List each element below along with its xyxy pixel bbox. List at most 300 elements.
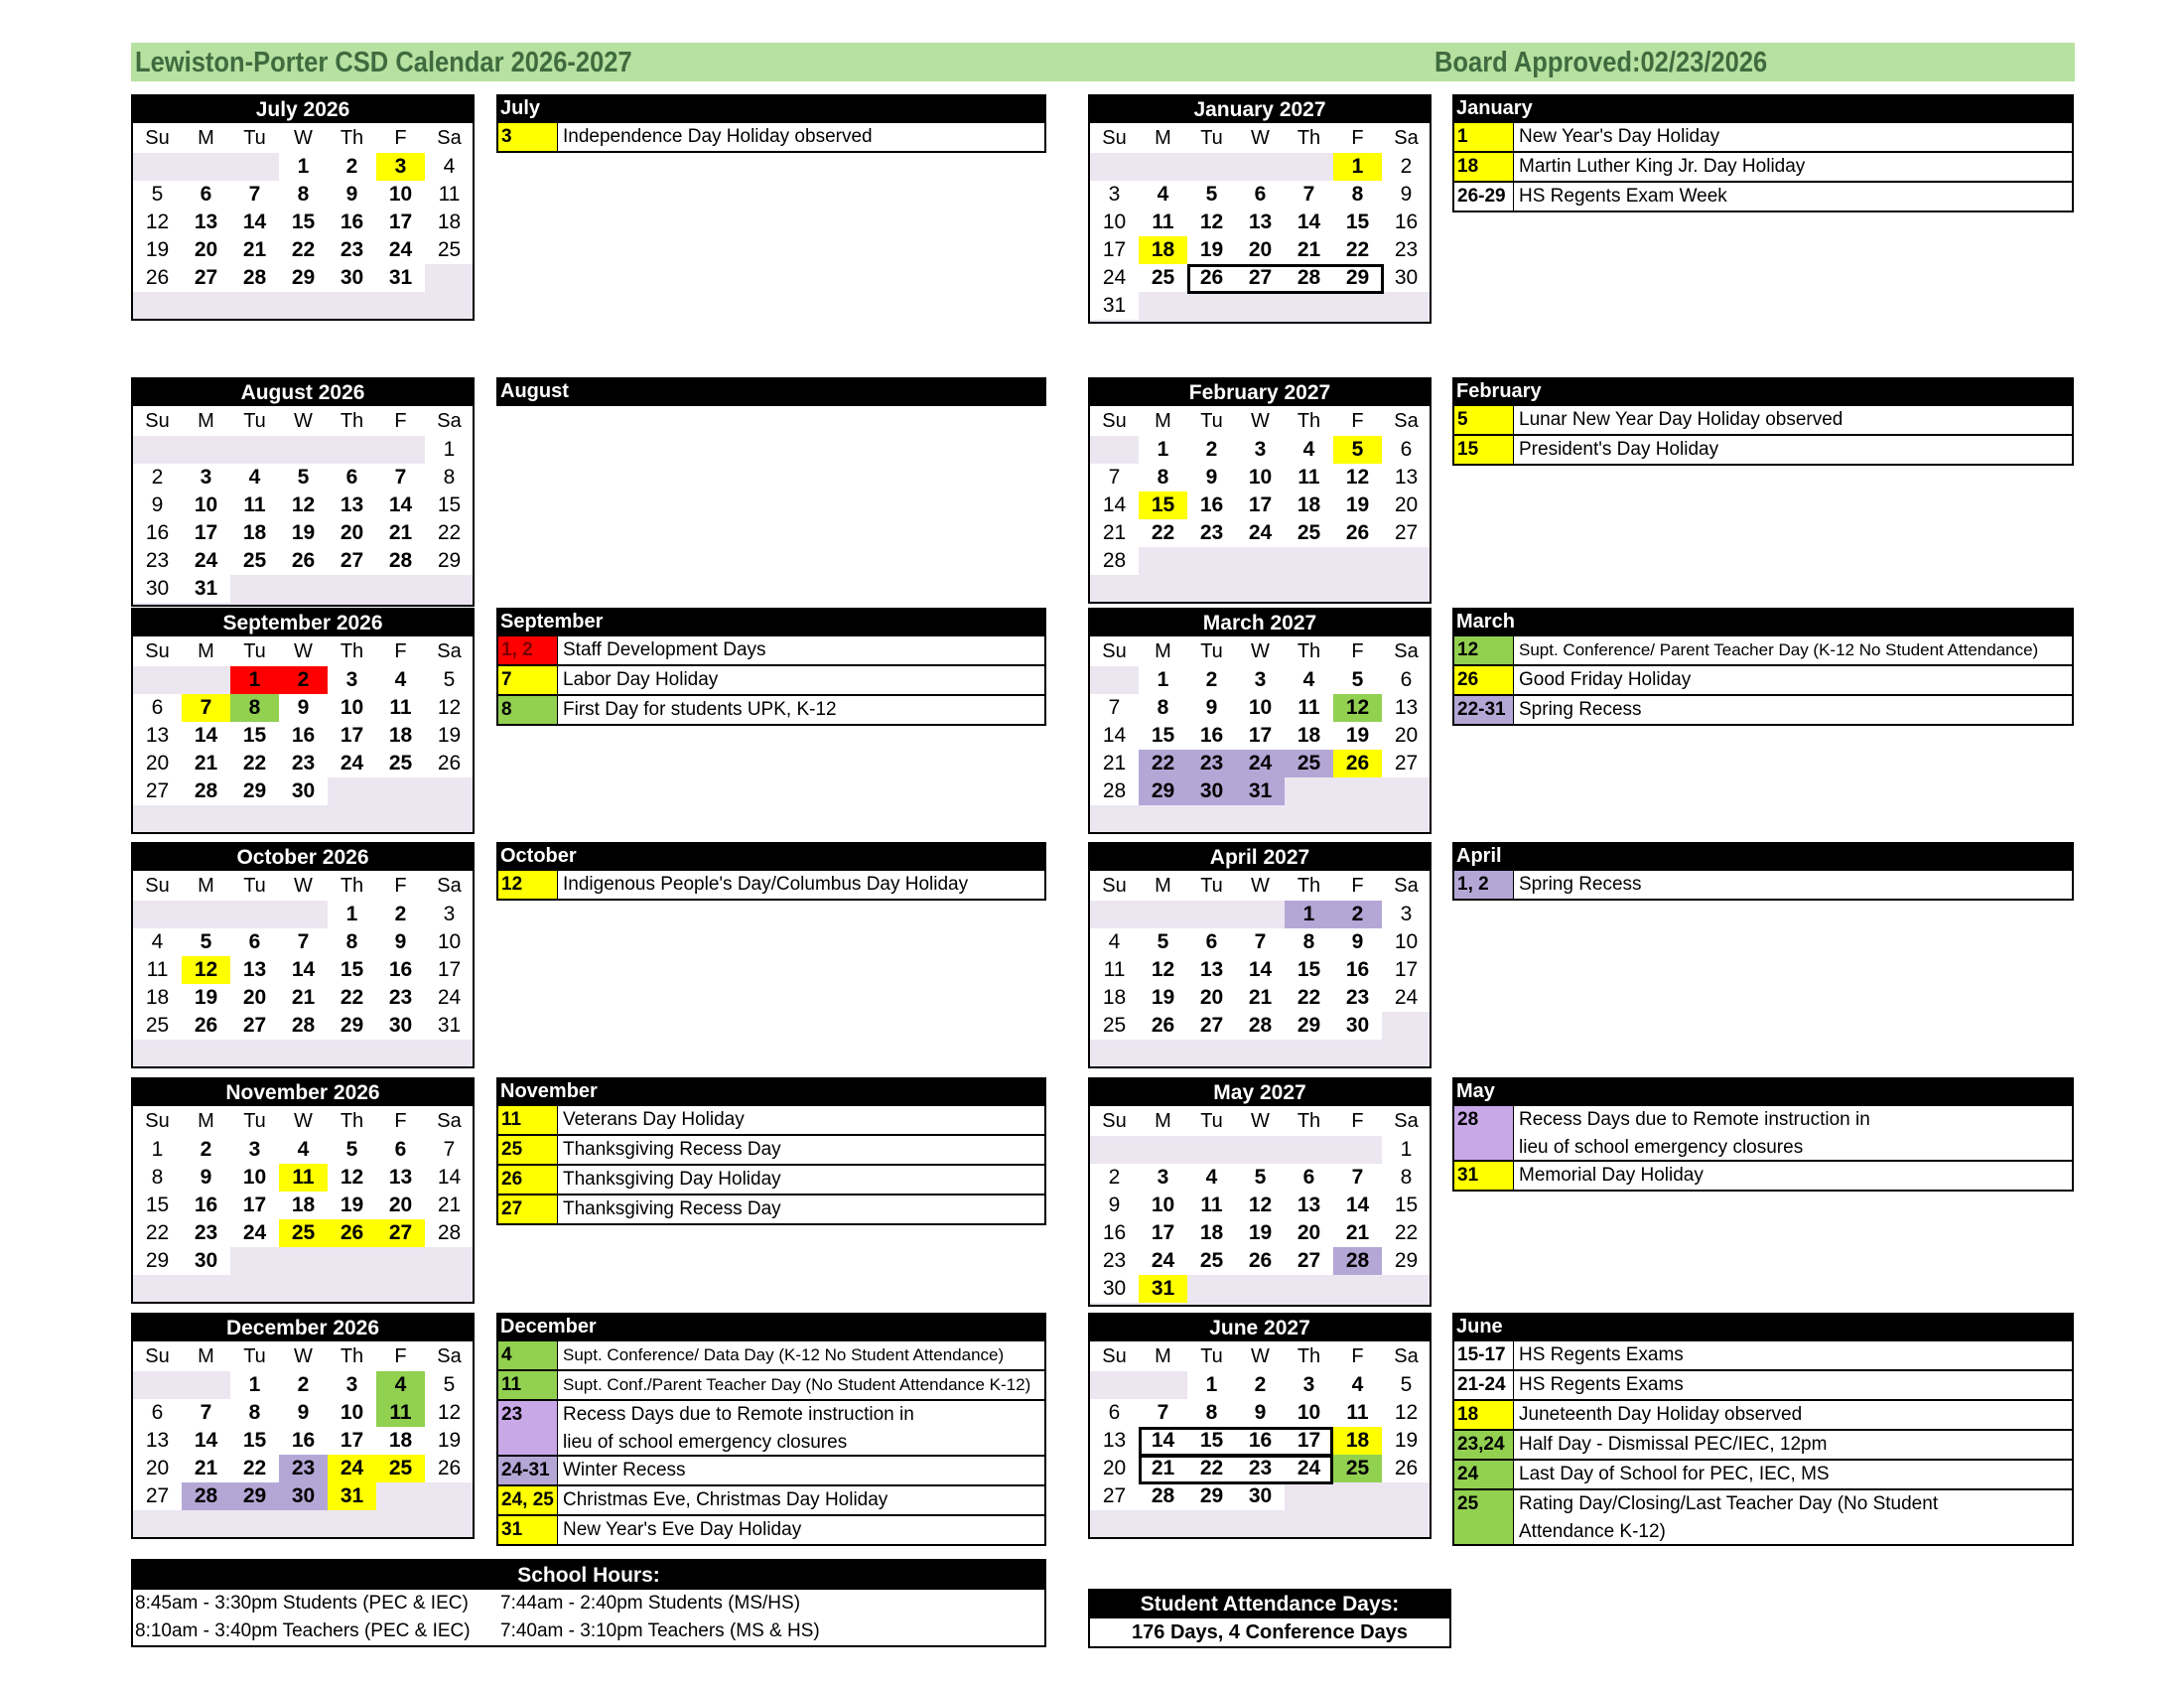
calendar-day[interactable] [279, 436, 328, 464]
calendar-day[interactable] [425, 1482, 474, 1510]
calendar-day[interactable] [376, 1482, 425, 1510]
calendar-day[interactable] [1333, 547, 1382, 575]
calendar-day[interactable]: 3 [425, 901, 474, 928]
calendar-day[interactable]: 9 [328, 181, 376, 209]
calendar-day[interactable]: 14 [182, 722, 230, 750]
calendar-day[interactable]: 10 [425, 928, 474, 956]
calendar-day[interactable] [328, 1247, 376, 1275]
calendar-day[interactable] [182, 1371, 230, 1399]
calendar-day[interactable]: 5 [1333, 666, 1382, 694]
calendar-day[interactable]: 7 [1285, 181, 1333, 209]
calendar-day[interactable]: 23 [1333, 984, 1382, 1012]
calendar-day[interactable]: 20 [1382, 722, 1431, 750]
calendar-day[interactable]: 26 [1187, 264, 1236, 292]
calendar-day[interactable]: 3 [328, 1371, 376, 1399]
calendar-day[interactable]: 25 [1139, 264, 1187, 292]
calendar-day[interactable]: 8 [230, 694, 279, 722]
calendar-day[interactable]: 29 [230, 777, 279, 805]
calendar-day[interactable]: 1 [1139, 666, 1187, 694]
calendar-day[interactable]: 19 [1236, 1219, 1285, 1247]
calendar-day[interactable]: 20 [1187, 984, 1236, 1012]
calendar-day[interactable]: 1 [1333, 153, 1382, 181]
calendar-day[interactable]: 19 [1382, 1427, 1431, 1455]
calendar-day[interactable] [1139, 547, 1187, 575]
calendar-day[interactable]: 13 [1382, 464, 1431, 492]
calendar-day[interactable]: 13 [376, 1164, 425, 1192]
calendar-day[interactable]: 8 [279, 181, 328, 209]
calendar-day[interactable]: 20 [328, 519, 376, 547]
calendar-day[interactable]: 5 [133, 181, 182, 209]
calendar-day[interactable]: 20 [376, 1192, 425, 1219]
calendar-day[interactable]: 27 [1285, 1247, 1333, 1275]
calendar-day[interactable] [1285, 1136, 1333, 1164]
calendar-day[interactable]: 3 [1285, 1371, 1333, 1399]
calendar-day[interactable]: 25 [133, 1012, 182, 1040]
calendar-day[interactable]: 26 [425, 750, 474, 777]
calendar-day[interactable]: 6 [133, 1399, 182, 1427]
calendar-day[interactable]: 22 [133, 1219, 182, 1247]
calendar-day[interactable]: 31 [1139, 1275, 1187, 1303]
calendar-day[interactable]: 10 [1382, 928, 1431, 956]
calendar-day[interactable]: 12 [425, 694, 474, 722]
calendar-day[interactable] [376, 777, 425, 805]
calendar-day[interactable]: 10 [230, 1164, 279, 1192]
calendar-day[interactable]: 13 [1090, 1427, 1139, 1455]
calendar-day[interactable] [425, 777, 474, 805]
calendar-day[interactable] [1333, 1136, 1382, 1164]
calendar-day[interactable]: 6 [1285, 1164, 1333, 1192]
calendar-day[interactable] [1139, 153, 1187, 181]
calendar-day[interactable]: 24 [1236, 750, 1285, 777]
calendar-day[interactable]: 26 [425, 1455, 474, 1482]
calendar-day[interactable] [376, 575, 425, 603]
calendar-day[interactable] [1236, 547, 1285, 575]
calendar-day[interactable]: 23 [1090, 1247, 1139, 1275]
calendar-day[interactable]: 7 [1139, 1399, 1187, 1427]
calendar-day[interactable]: 11 [1285, 464, 1333, 492]
calendar-day[interactable]: 16 [1187, 722, 1236, 750]
calendar-day[interactable] [1285, 777, 1333, 805]
calendar-day[interactable]: 6 [1382, 666, 1431, 694]
calendar-day[interactable]: 11 [133, 956, 182, 984]
calendar-day[interactable]: 18 [133, 984, 182, 1012]
calendar-day[interactable]: 26 [328, 1219, 376, 1247]
calendar-day[interactable]: 23 [133, 547, 182, 575]
calendar-day[interactable]: 18 [279, 1192, 328, 1219]
calendar-day[interactable]: 17 [1139, 1219, 1187, 1247]
calendar-day[interactable]: 29 [1285, 1012, 1333, 1040]
calendar-day[interactable] [1187, 1275, 1236, 1303]
calendar-day[interactable]: 4 [1090, 928, 1139, 956]
calendar-day[interactable]: 26 [1382, 1455, 1431, 1482]
calendar-day[interactable]: 31 [425, 1012, 474, 1040]
calendar-day[interactable]: 12 [1236, 1192, 1285, 1219]
calendar-day[interactable]: 23 [1236, 1455, 1285, 1482]
calendar-day[interactable]: 4 [425, 153, 474, 181]
calendar-day[interactable]: 26 [1333, 750, 1382, 777]
calendar-day[interactable]: 25 [230, 547, 279, 575]
calendar-day[interactable]: 5 [1139, 928, 1187, 956]
calendar-day[interactable] [1236, 1136, 1285, 1164]
calendar-day[interactable] [1090, 1371, 1139, 1399]
calendar-day[interactable]: 25 [1090, 1012, 1139, 1040]
calendar-day[interactable] [230, 436, 279, 464]
calendar-day[interactable]: 24 [328, 750, 376, 777]
calendar-day[interactable]: 12 [1333, 694, 1382, 722]
calendar-day[interactable]: 17 [1285, 1427, 1333, 1455]
calendar-day[interactable]: 31 [1090, 292, 1139, 320]
calendar-day[interactable]: 24 [425, 984, 474, 1012]
calendar-day[interactable] [1090, 1136, 1139, 1164]
calendar-day[interactable]: 23 [1187, 519, 1236, 547]
calendar-day[interactable]: 11 [1333, 1399, 1382, 1427]
calendar-day[interactable]: 21 [1090, 519, 1139, 547]
calendar-day[interactable]: 4 [1139, 181, 1187, 209]
calendar-day[interactable]: 6 [230, 928, 279, 956]
calendar-day[interactable] [279, 901, 328, 928]
calendar-day[interactable]: 27 [1382, 750, 1431, 777]
calendar-day[interactable]: 4 [1285, 666, 1333, 694]
calendar-day[interactable]: 2 [1333, 901, 1382, 928]
calendar-day[interactable]: 18 [1285, 722, 1333, 750]
calendar-day[interactable]: 20 [1285, 1219, 1333, 1247]
calendar-day[interactable] [230, 575, 279, 603]
calendar-day[interactable]: 26 [133, 264, 182, 292]
calendar-day[interactable]: 5 [1382, 1371, 1431, 1399]
calendar-day[interactable]: 2 [1090, 1164, 1139, 1192]
calendar-day[interactable]: 30 [328, 264, 376, 292]
calendar-day[interactable]: 19 [328, 1192, 376, 1219]
calendar-day[interactable]: 24 [230, 1219, 279, 1247]
calendar-day[interactable]: 24 [1236, 519, 1285, 547]
calendar-day[interactable]: 21 [1090, 750, 1139, 777]
calendar-day[interactable]: 1 [425, 436, 474, 464]
calendar-day[interactable] [133, 153, 182, 181]
calendar-day[interactable]: 27 [376, 1219, 425, 1247]
calendar-day[interactable]: 13 [133, 722, 182, 750]
calendar-day[interactable] [1285, 547, 1333, 575]
calendar-day[interactable] [1187, 547, 1236, 575]
calendar-day[interactable] [182, 901, 230, 928]
calendar-day[interactable]: 10 [328, 694, 376, 722]
calendar-day[interactable]: 17 [425, 956, 474, 984]
calendar-day[interactable]: 19 [425, 722, 474, 750]
calendar-day[interactable]: 16 [279, 722, 328, 750]
calendar-day[interactable]: 11 [279, 1164, 328, 1192]
calendar-day[interactable] [425, 264, 474, 292]
calendar-day[interactable]: 31 [376, 264, 425, 292]
calendar-day[interactable]: 24 [376, 236, 425, 264]
calendar-day[interactable]: 7 [279, 928, 328, 956]
calendar-day[interactable]: 19 [1333, 722, 1382, 750]
calendar-day[interactable]: 3 [1139, 1164, 1187, 1192]
calendar-day[interactable]: 17 [1236, 492, 1285, 519]
calendar-day[interactable] [1236, 292, 1285, 320]
calendar-day[interactable]: 15 [279, 209, 328, 236]
calendar-day[interactable]: 3 [1382, 901, 1431, 928]
calendar-day[interactable] [133, 436, 182, 464]
calendar-day[interactable]: 14 [1139, 1427, 1187, 1455]
calendar-day[interactable]: 9 [1382, 181, 1431, 209]
calendar-day[interactable]: 3 [182, 464, 230, 492]
calendar-day[interactable]: 17 [328, 722, 376, 750]
calendar-day[interactable]: 12 [1139, 956, 1187, 984]
calendar-day[interactable] [376, 1247, 425, 1275]
calendar-day[interactable]: 15 [1139, 722, 1187, 750]
calendar-day[interactable] [1285, 153, 1333, 181]
calendar-day[interactable]: 28 [376, 547, 425, 575]
calendar-day[interactable]: 19 [1333, 492, 1382, 519]
calendar-day[interactable] [328, 436, 376, 464]
calendar-day[interactable]: 17 [1382, 956, 1431, 984]
calendar-day[interactable]: 14 [376, 492, 425, 519]
calendar-day[interactable]: 15 [1139, 492, 1187, 519]
calendar-day[interactable] [1090, 436, 1139, 464]
calendar-day[interactable]: 12 [182, 956, 230, 984]
calendar-day[interactable]: 13 [182, 209, 230, 236]
calendar-day[interactable] [1090, 153, 1139, 181]
calendar-day[interactable]: 8 [133, 1164, 182, 1192]
calendar-day[interactable]: 29 [230, 1482, 279, 1510]
calendar-day[interactable]: 19 [425, 1427, 474, 1455]
calendar-day[interactable]: 13 [328, 492, 376, 519]
calendar-day[interactable]: 26 [182, 1012, 230, 1040]
calendar-day[interactable]: 27 [328, 547, 376, 575]
calendar-day[interactable]: 2 [328, 153, 376, 181]
calendar-day[interactable]: 2 [279, 666, 328, 694]
calendar-day[interactable]: 2 [1236, 1371, 1285, 1399]
calendar-day[interactable]: 13 [1236, 209, 1285, 236]
calendar-day[interactable]: 18 [230, 519, 279, 547]
calendar-day[interactable]: 10 [1285, 1399, 1333, 1427]
calendar-day[interactable]: 21 [1285, 236, 1333, 264]
calendar-day[interactable]: 19 [1139, 984, 1187, 1012]
calendar-day[interactable]: 7 [182, 694, 230, 722]
calendar-day[interactable]: 16 [279, 1427, 328, 1455]
calendar-day[interactable]: 16 [376, 956, 425, 984]
calendar-day[interactable]: 14 [1090, 722, 1139, 750]
calendar-day[interactable] [133, 666, 182, 694]
calendar-day[interactable]: 17 [1090, 236, 1139, 264]
calendar-day[interactable]: 13 [1187, 956, 1236, 984]
calendar-day[interactable]: 18 [1187, 1219, 1236, 1247]
calendar-day[interactable]: 10 [1090, 209, 1139, 236]
calendar-day[interactable] [1187, 1136, 1236, 1164]
calendar-day[interactable] [1333, 777, 1382, 805]
calendar-day[interactable]: 24 [1382, 984, 1431, 1012]
calendar-day[interactable]: 11 [425, 181, 474, 209]
calendar-day[interactable]: 23 [328, 236, 376, 264]
calendar-day[interactable]: 17 [376, 209, 425, 236]
calendar-day[interactable]: 7 [230, 181, 279, 209]
calendar-day[interactable]: 25 [425, 236, 474, 264]
calendar-day[interactable] [1333, 1275, 1382, 1303]
calendar-day[interactable]: 11 [1090, 956, 1139, 984]
calendar-day[interactable]: 28 [1236, 1012, 1285, 1040]
calendar-day[interactable]: 21 [182, 1455, 230, 1482]
calendar-day[interactable]: 28 [1139, 1482, 1187, 1510]
calendar-day[interactable]: 14 [1090, 492, 1139, 519]
calendar-day[interactable]: 13 [1382, 694, 1431, 722]
calendar-day[interactable]: 8 [1139, 694, 1187, 722]
calendar-day[interactable]: 4 [279, 1136, 328, 1164]
calendar-day[interactable]: 10 [182, 492, 230, 519]
calendar-day[interactable]: 8 [425, 464, 474, 492]
calendar-day[interactable]: 16 [1333, 956, 1382, 984]
calendar-day[interactable]: 23 [1187, 750, 1236, 777]
calendar-day[interactable]: 21 [182, 750, 230, 777]
calendar-day[interactable]: 28 [230, 264, 279, 292]
calendar-day[interactable]: 30 [182, 1247, 230, 1275]
calendar-day[interactable]: 22 [1139, 750, 1187, 777]
calendar-day[interactable]: 24 [1090, 264, 1139, 292]
calendar-day[interactable]: 20 [133, 750, 182, 777]
calendar-day[interactable]: 6 [133, 694, 182, 722]
calendar-day[interactable]: 9 [182, 1164, 230, 1192]
calendar-day[interactable]: 8 [1333, 181, 1382, 209]
calendar-day[interactable]: 26 [1333, 519, 1382, 547]
calendar-day[interactable]: 3 [1236, 436, 1285, 464]
calendar-day[interactable]: 17 [1236, 722, 1285, 750]
calendar-day[interactable]: 22 [230, 1455, 279, 1482]
calendar-day[interactable]: 21 [425, 1192, 474, 1219]
calendar-day[interactable] [1139, 1136, 1187, 1164]
calendar-day[interactable]: 23 [376, 984, 425, 1012]
calendar-day[interactable]: 10 [328, 1399, 376, 1427]
calendar-day[interactable]: 20 [1236, 236, 1285, 264]
calendar-day[interactable]: 15 [1187, 1427, 1236, 1455]
calendar-day[interactable]: 25 [1187, 1247, 1236, 1275]
calendar-day[interactable]: 15 [1333, 209, 1382, 236]
calendar-day[interactable]: 7 [1090, 694, 1139, 722]
calendar-day[interactable]: 29 [279, 264, 328, 292]
calendar-day[interactable]: 3 [1090, 181, 1139, 209]
calendar-day[interactable]: 9 [1187, 464, 1236, 492]
calendar-day[interactable]: 8 [328, 928, 376, 956]
calendar-day[interactable]: 5 [1236, 1164, 1285, 1192]
calendar-day[interactable]: 9 [133, 492, 182, 519]
calendar-day[interactable]: 12 [1333, 464, 1382, 492]
calendar-day[interactable]: 18 [376, 1427, 425, 1455]
calendar-day[interactable]: 22 [1333, 236, 1382, 264]
calendar-day[interactable]: 2 [1187, 436, 1236, 464]
calendar-day[interactable]: 16 [133, 519, 182, 547]
calendar-day[interactable]: 30 [279, 1482, 328, 1510]
calendar-day[interactable]: 20 [230, 984, 279, 1012]
calendar-day[interactable]: 31 [328, 1482, 376, 1510]
calendar-day[interactable]: 27 [1236, 264, 1285, 292]
calendar-day[interactable]: 16 [1236, 1427, 1285, 1455]
calendar-day[interactable]: 15 [1382, 1192, 1431, 1219]
calendar-day[interactable]: 12 [1187, 209, 1236, 236]
calendar-day[interactable]: 14 [1333, 1192, 1382, 1219]
calendar-day[interactable]: 23 [182, 1219, 230, 1247]
calendar-day[interactable] [1382, 1275, 1431, 1303]
calendar-day[interactable]: 3 [1236, 666, 1285, 694]
calendar-day[interactable]: 11 [1187, 1192, 1236, 1219]
calendar-day[interactable]: 22 [1139, 519, 1187, 547]
calendar-day[interactable]: 9 [279, 694, 328, 722]
calendar-day[interactable]: 12 [133, 209, 182, 236]
calendar-day[interactable]: 5 [1333, 436, 1382, 464]
calendar-day[interactable] [230, 901, 279, 928]
calendar-day[interactable] [1382, 777, 1431, 805]
calendar-day[interactable] [425, 575, 474, 603]
calendar-day[interactable]: 17 [182, 519, 230, 547]
calendar-day[interactable]: 30 [1090, 1275, 1139, 1303]
calendar-day[interactable] [1187, 153, 1236, 181]
calendar-day[interactable] [1333, 1482, 1382, 1510]
calendar-day[interactable]: 22 [328, 984, 376, 1012]
calendar-day[interactable]: 7 [425, 1136, 474, 1164]
calendar-day[interactable]: 16 [1187, 492, 1236, 519]
calendar-day[interactable] [1236, 153, 1285, 181]
calendar-day[interactable]: 7 [1236, 928, 1285, 956]
calendar-day[interactable]: 21 [1139, 1455, 1187, 1482]
calendar-day[interactable]: 30 [1333, 1012, 1382, 1040]
calendar-day[interactable]: 25 [1285, 519, 1333, 547]
calendar-day[interactable]: 31 [1236, 777, 1285, 805]
calendar-day[interactable]: 23 [279, 750, 328, 777]
calendar-day[interactable]: 14 [1236, 956, 1285, 984]
calendar-day[interactable] [279, 575, 328, 603]
calendar-day[interactable]: 23 [1382, 236, 1431, 264]
calendar-day[interactable]: 9 [376, 928, 425, 956]
calendar-day[interactable]: 8 [1382, 1164, 1431, 1192]
calendar-day[interactable]: 6 [1187, 928, 1236, 956]
calendar-day[interactable]: 10 [1236, 694, 1285, 722]
calendar-day[interactable]: 1 [1285, 901, 1333, 928]
calendar-day[interactable]: 14 [279, 956, 328, 984]
calendar-day[interactable]: 25 [376, 1455, 425, 1482]
calendar-day[interactable]: 26 [279, 547, 328, 575]
calendar-day[interactable] [1382, 547, 1431, 575]
calendar-day[interactable]: 25 [279, 1219, 328, 1247]
calendar-day[interactable]: 27 [1382, 519, 1431, 547]
calendar-day[interactable] [182, 666, 230, 694]
calendar-day[interactable] [133, 1371, 182, 1399]
calendar-day[interactable]: 16 [1382, 209, 1431, 236]
calendar-day[interactable]: 24 [1139, 1247, 1187, 1275]
calendar-day[interactable]: 19 [133, 236, 182, 264]
calendar-day[interactable]: 7 [182, 1399, 230, 1427]
calendar-day[interactable]: 21 [279, 984, 328, 1012]
calendar-day[interactable]: 5 [1187, 181, 1236, 209]
calendar-day[interactable]: 29 [1333, 264, 1382, 292]
calendar-day[interactable]: 10 [376, 181, 425, 209]
calendar-day[interactable]: 18 [425, 209, 474, 236]
calendar-day[interactable]: 24 [182, 547, 230, 575]
calendar-day[interactable]: 31 [182, 575, 230, 603]
calendar-day[interactable] [1382, 1012, 1431, 1040]
calendar-day[interactable]: 5 [425, 666, 474, 694]
calendar-day[interactable]: 24 [1285, 1455, 1333, 1482]
calendar-day[interactable] [182, 436, 230, 464]
calendar-day[interactable]: 13 [133, 1427, 182, 1455]
calendar-day[interactable]: 28 [1090, 547, 1139, 575]
calendar-day[interactable]: 16 [1090, 1219, 1139, 1247]
calendar-day[interactable]: 4 [1187, 1164, 1236, 1192]
calendar-day[interactable]: 23 [279, 1455, 328, 1482]
calendar-day[interactable]: 6 [1382, 436, 1431, 464]
calendar-day[interactable]: 29 [328, 1012, 376, 1040]
calendar-day[interactable]: 30 [279, 777, 328, 805]
calendar-day[interactable] [1333, 292, 1382, 320]
calendar-day[interactable]: 7 [1333, 1164, 1382, 1192]
calendar-day[interactable] [1285, 1275, 1333, 1303]
calendar-day[interactable]: 10 [1236, 464, 1285, 492]
calendar-day[interactable]: 1 [133, 1136, 182, 1164]
